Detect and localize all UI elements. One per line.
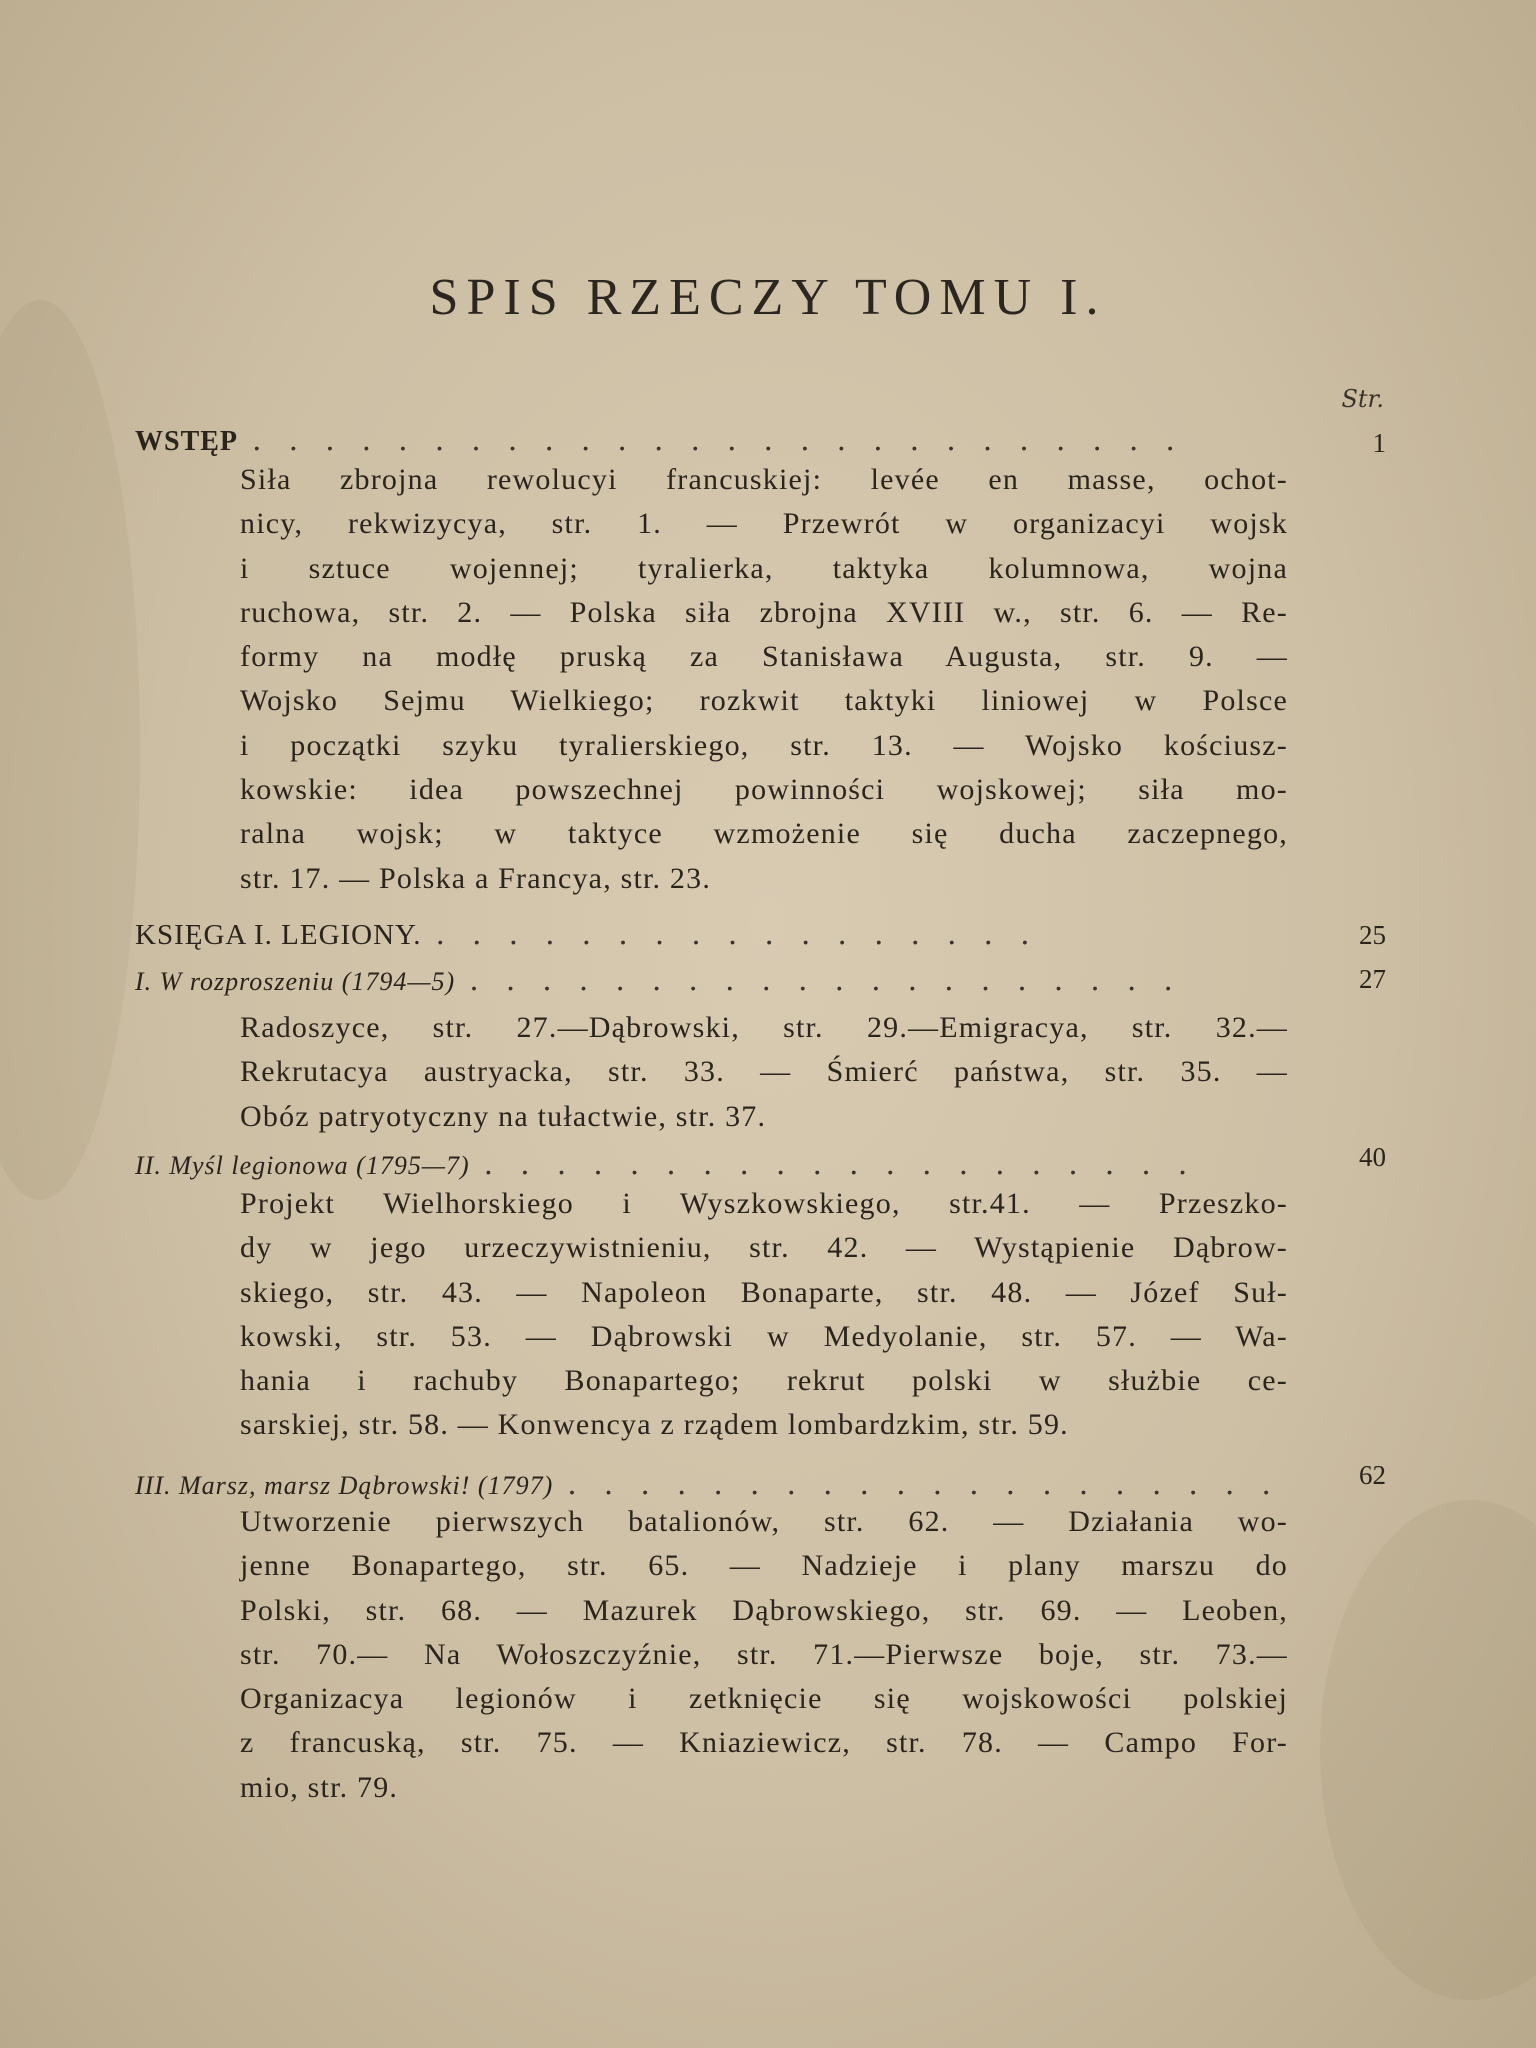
summary-line: hania i rachuby Bonapartego; rekrut polski w służbie ce- [240,1364,1288,1398]
summary-line: nicy, rekwizycya, str. 1. — Przewrót w organizacyi wojsk [240,507,1288,541]
summary-line: Radoszyce, str. 27.—Dąbrowski, str. 29.—Emigracya, str. 32.— [240,1011,1288,1044]
toc-page-number: 1 [1372,428,1386,458]
toc-page-number: 27 [1359,964,1386,994]
summary-line: i sztuce wojennej; tyralierka, taktyka kolumnowa, wojna [240,551,1288,585]
toc-page-number: 25 [1359,920,1386,950]
toc-heading-label: WSTĘP [135,426,239,457]
toc-summary [240,1006,1288,1139]
summary-line: kowski, str. 53. — Dąbrowski w Medyolanie, str. 57. — Wa- [240,1319,1288,1353]
toc-chapter-heading: III. Marsz, marsz Dąbrowski! (1797) .................... [135,1468,1298,1502]
toc-heading-ksiega: KSIĘGA I. LEGIONY. ................. [135,918,1057,952]
toc-heading-label: KSIĘGA I. LEGIONY. [135,919,422,951]
toc-page-number: 62 [1359,1460,1386,1490]
toc-page-number: 40 [1359,1142,1386,1172]
summary-line: z francuską, str. 75. — Kniaziewicz, str. 78. — Campo For- [240,1726,1288,1760]
summary-line: Wojsko Sejmu Wielkiego; rozkwit taktyki liniowej w Polsce [240,684,1288,718]
summary-line: Rekrutacya austryacka, str. 33. — Śmierć państwa, str. 35. — [240,1055,1288,1089]
toc-heading-label: I. W rozproszeniu (1794—5) [135,967,456,996]
summary-line: Siła zbrojna rewolucyi francuskiej: levée en masse, ochot- [240,463,1288,496]
summary-line: Utworzenie pierwszych batalionów, str. 62. — Działania wo- [240,1505,1288,1538]
page-shadow [1320,1500,1536,2000]
toc-summary [240,1500,1288,1810]
summary-line: Obóz patryotyczny na tułactwie, str. 37. [240,1099,767,1133]
toc-summary [240,1182,1288,1448]
page-title: SPIS RZECZY TOMU I. [429,269,1107,326]
toc-chapter-heading: I. W rozproszeniu (1794—5) .................... [135,964,1200,998]
summary-line: ruchowa, str. 2. — Polska siła zbrojna XVIII w., str. 6. — Re- [240,595,1288,629]
toc-chapter-heading: II. Myśl legionowa (1795—7) .................... [135,1148,1215,1182]
summary-line: Polski, str. 68. — Mazurek Dąbrowskiego, str. 69. — Leoben, [240,1593,1288,1627]
summary-line: sarskiej, str. 58. — Konwencya z rządem lombardzkim, str. 59. [240,1408,1069,1442]
summary-line: i początki szyku tyralierskiego, str. 13. — Wojsko kościusz- [240,728,1288,762]
summary-line: dy w jego urzeczywistnieniu, str. 42. — Wystąpienie Dąbrow- [240,1231,1288,1265]
summary-line: jenne Bonapartego, str. 65. — Nadzieje i plany marszu do [240,1549,1288,1583]
toc-heading-label: II. Myśl legionowa (1795—7) [135,1151,470,1180]
summary-line: mio, str. 79. [240,1770,399,1804]
toc-heading-wstep: WSTĘP .......................... [135,424,1202,458]
page-column-label: Str. [1341,385,1384,413]
summary-line: skiego, str. 43. — Napoleon Bonaparte, str. 48. — Józef Suł- [240,1275,1288,1309]
summary-line: formy na modłę pruską za Stanisława Augusta, str. 9. — [240,640,1288,674]
page-shadow [0,300,140,1200]
summary-line: Organizacya legionów i zetknięcie się wojskowości polskiej [240,1682,1288,1716]
toc-summary [240,458,1288,901]
summary-line: str. 70.— Na Wołoszczyźnie, str. 71.—Pierwsze boje, str. 73.— [240,1637,1288,1671]
summary-line: ralna wojsk; w taktyce wzmożenie się ducha zaczepnego, [240,817,1288,851]
summary-line: kowskie: idea powszechnej powinności wojskowej; siła mo- [240,773,1288,807]
toc-heading-label: III. Marsz, marsz Dąbrowski! (1797) [135,1471,554,1500]
summary-line: str. 17. — Polska a Francya, str. 23. [240,861,712,895]
summary-line: Projekt Wielhorskiego i Wyszkowskiego, str.41. — Przeszko- [240,1187,1288,1220]
